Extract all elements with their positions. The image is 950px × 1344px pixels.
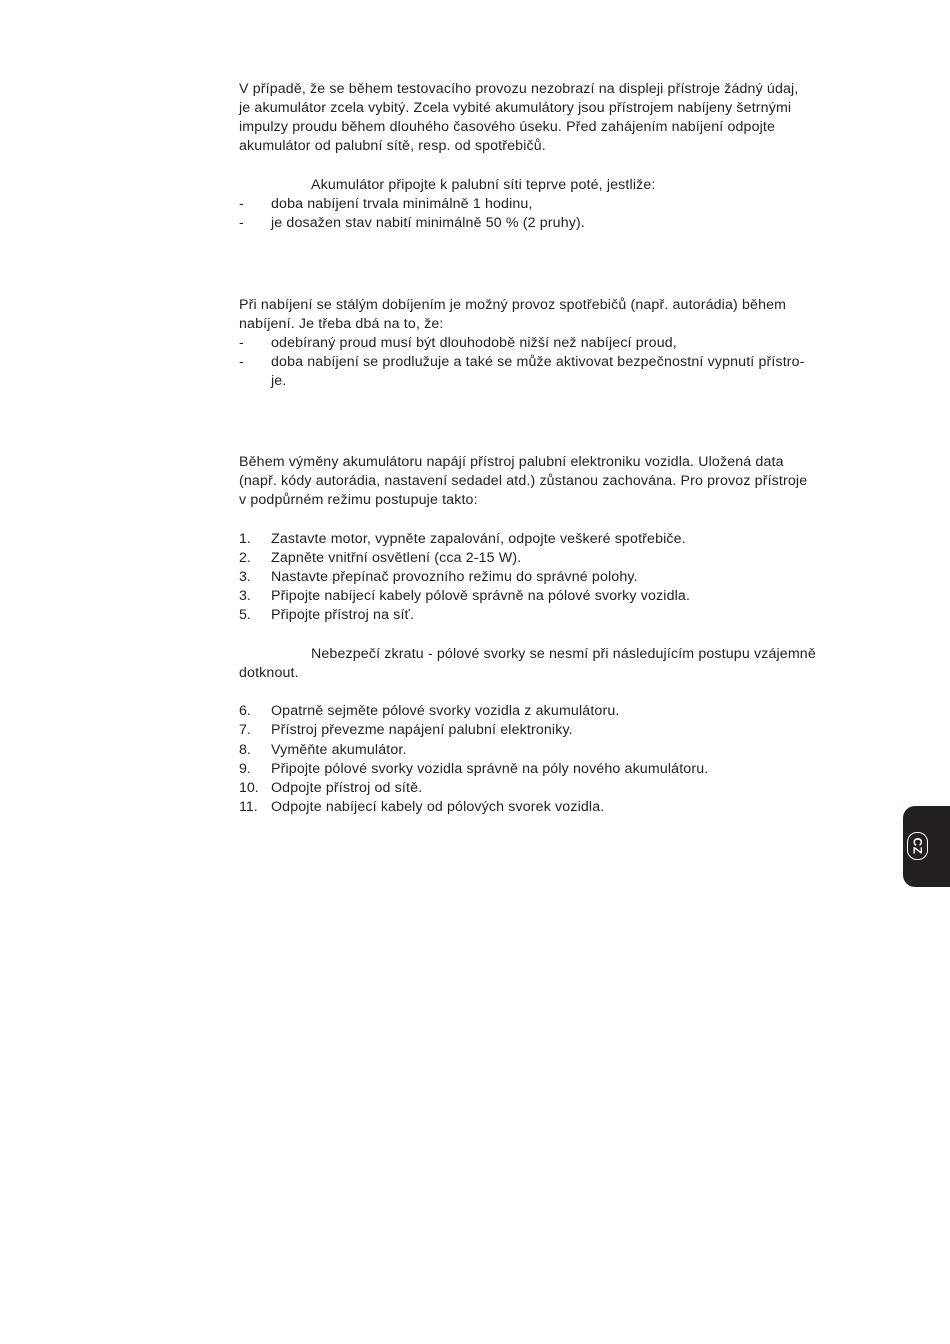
step-number: 1. xyxy=(239,531,251,547)
bullet-item: odebíraný proud musí být dlouhodobě nižší než nabíjecí proud, xyxy=(271,335,677,351)
step-text: Opatrně sejměte pólové svorky vozidla z akumulátoru. xyxy=(271,703,620,719)
paragraph-line: Během výměny akumulátoru napájí přístroj palubní elektroniku vozidla. Uložená data xyxy=(239,454,784,470)
step-text: Připojte nabíjecí kabely pólově správně na pólové svorky vozidla. xyxy=(271,588,691,604)
step-number: 3. xyxy=(239,569,251,585)
step-number: 6. xyxy=(239,703,251,719)
step-text: Odpojte přístroj od sítě. xyxy=(271,780,423,796)
bullet-item: je dosažen stav nabití minimálně 50 % (2 pruhy). xyxy=(271,215,585,231)
step-text: Odpojte nabíjecí kabely od pólových svorek vozidla. xyxy=(271,799,605,815)
step-text: Nastavte přepínač provozního režimu do správné polohy. xyxy=(271,569,638,585)
note-text: Akumulátor připojte k palubní síti teprve poté, jestliže: xyxy=(311,177,656,193)
language-code: CZ xyxy=(910,837,925,855)
warning-text-continuation: dotknout. xyxy=(239,665,299,681)
paragraph-line: je akumulátor zcela vybitý. Zcela vybité akumulátory jsou přístrojem nabíjeny šetrnými xyxy=(239,100,792,116)
paragraph-line: V případě, že se během testovacího provozu nezobrazí na displeji přístroje žádný údaj, xyxy=(239,81,799,97)
step-number: 7. xyxy=(239,722,251,738)
warning-text: Nebezpečí zkratu - pólové svorky se nesmí při následujícím postupu vzájemně xyxy=(311,646,816,662)
bullet-item: doba nabíjení se prodlužuje a také se může aktivovat bezpečnostní vypnutí přístro- xyxy=(271,354,805,370)
step-number: 11. xyxy=(239,799,258,815)
step-number: 9. xyxy=(239,761,251,777)
paragraph-line: akumulátor od palubní sítě, resp. od spotřebičů. xyxy=(239,138,546,154)
paragraph-line: Při nabíjení se stálým dobíjením je možný provoz spotřebičů (např. autorádia) během xyxy=(239,297,787,313)
bullet-dash: - xyxy=(239,335,244,351)
step-text: Zapněte vnitřní osvětlení (cca 2-15 W). xyxy=(271,550,522,566)
step-text: Připojte pólové svorky vozidla správně na póly nového akumulátoru. xyxy=(271,761,709,777)
language-badge xyxy=(907,832,928,860)
bullet-item: doba nabíjení trvala minimálně 1 hodinu, xyxy=(271,196,533,212)
step-number: 2. xyxy=(239,550,251,566)
paragraph-line: v podpůrném režimu postupuje takto: xyxy=(239,492,478,508)
step-number: 8. xyxy=(239,742,251,758)
bullet-dash: - xyxy=(239,196,244,212)
paragraph-line: (např. kódy autorádia, nastavení sedadel atd.) zůstanou zachována. Pro provoz přístroje xyxy=(239,473,808,489)
step-text: Přístroj převezme napájení palubní elektroniky. xyxy=(271,722,573,738)
paragraph-line: nabíjení. Je třeba dbá na to, že: xyxy=(239,316,444,332)
step-text: Připojte přístroj na síť. xyxy=(271,607,415,623)
step-number: 10. xyxy=(239,780,259,796)
bullet-dash: - xyxy=(239,354,244,370)
paragraph-line: impulzy proudu během dlouhého časového úseku. Před zahájením nabíjení odpojte xyxy=(239,119,776,135)
step-text: Vyměňte akumulátor. xyxy=(271,742,407,758)
step-number: 3. xyxy=(239,588,251,604)
bullet-dash: - xyxy=(239,215,244,231)
bullet-continuation: je. xyxy=(271,373,287,389)
step-number: 5. xyxy=(239,607,251,623)
step-text: Zastavte motor, vypněte zapalování, odpojte veškeré spotřebiče. xyxy=(271,531,686,547)
